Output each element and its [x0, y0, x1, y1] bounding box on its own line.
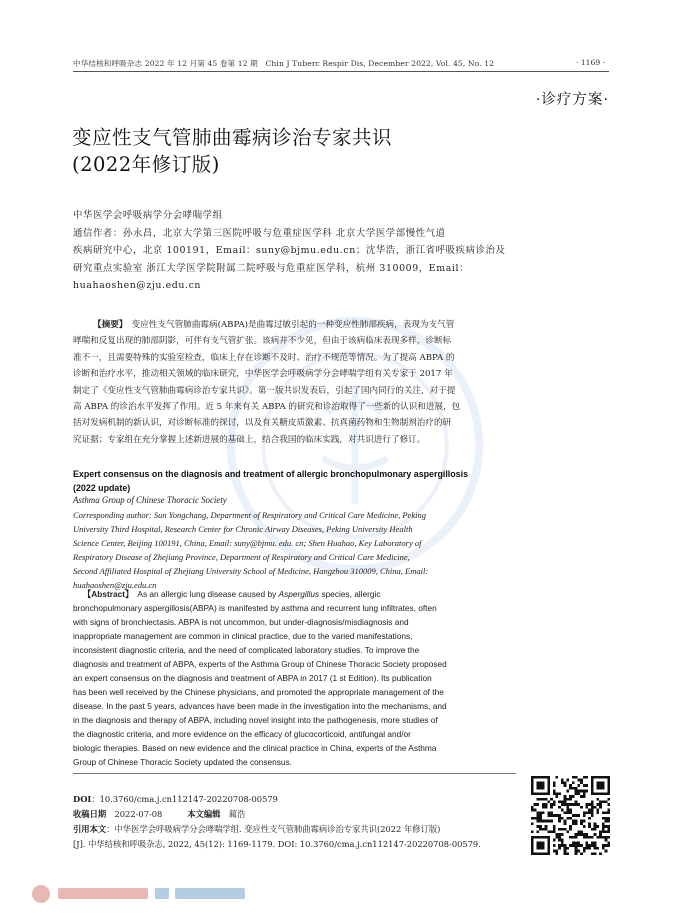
author-group-en: Asthma Group of Chinese Thoracic Society: [73, 495, 227, 505]
author-line: 疾病研究中心，北京 100191，Email：suny@bjmu.edu.cn；沈华浩，浙江省呼吸疾病诊治及: [73, 245, 506, 256]
authors-zh: [73, 207, 609, 295]
corr-email: huahaoshen@zju.edu.cn: [73, 580, 157, 590]
abstract-zh-line: 变应性支气管肺曲霉病(ABPA)是曲霉过敏引起的一种变应性肺部疾病，表现为支气管: [123, 320, 455, 330]
article-title-zh: [72, 124, 392, 178]
editor-label: 本文编辑: [187, 809, 221, 819]
page-number: · 1169 ·: [576, 58, 605, 67]
received-line: [73, 807, 533, 822]
abstract-en-italic: Aspergillus: [278, 589, 320, 599]
abstract-en-line: disease. In the past 5 years, advances have been made in the investigation into the mechanisms, and: [73, 701, 447, 711]
received-label: 收稿日期: [73, 809, 107, 819]
abstract-zh-line: 高 ABPA 的诊治水平发挥了作用。近 5 年来有关 ABPA 的研究和诊治取得了一些新的认识和进展，包: [73, 402, 461, 413]
abstract-en-line: in the diagnosis and therapy of ABPA, including novel insight into the pathogenesis, more studies of: [73, 715, 438, 725]
abstract-en-text: As an allergic lung disease caused by: [129, 589, 279, 599]
citation-line: [73, 822, 533, 837]
title-line-1: 变应性支气管肺曲霉病诊治专家共识: [72, 126, 393, 149]
qr-code-icon[interactable]: [531, 776, 610, 855]
author-line: 研究重点实验室 浙江大学医学院附属二院呼吸与危重症医学科，杭州 310009，Email：: [73, 262, 470, 274]
abstract-en-text: species, allergic: [319, 589, 381, 599]
author-line: 通信作者：孙永昌，北京大学第三医院呼吸与危重症医学科 北京大学医学部慢性气道: [73, 227, 446, 239]
abstract-en-line: inconsistent diagnostic criteria, and the need of complicated laboratory studies. To improve the: [73, 645, 420, 655]
abstract-zh-label: 【摘要】: [93, 320, 124, 330]
abstract-zh-line: 哮喘和反复出现的肺部阴影，可伴有支气管扩张。该病并不少见，但由于该病临床表现多样，诊断标: [73, 336, 452, 347]
abstract-en: [73, 587, 609, 769]
doi-link[interactable]: ：10.3760/cma.j.cn112147-20220708-00579: [91, 794, 278, 804]
author-email: huahaoshen@zju.edu.cn: [73, 280, 202, 291]
abstract-zh-line: 诊断和治疗水平，推动相关领域的临床研究，中华医学会呼吸病学分会哮喘学组有关专家于 2017 年: [73, 369, 453, 380]
abstract-zh-line: 括对发病机制的新认识，对诊断标准的探讨，以及有关糖皮质激素、抗真菌药物和生物制剂治疗的研: [73, 418, 452, 429]
article-title-en: [73, 467, 609, 495]
corr-line: Science Center, Beijing 100191, China, Email: suny@bjmu. edu. cn; Shen Huahao, Key Laboratory of: [73, 538, 422, 548]
corr-line: Corresponding author: Sun Yongchang, Department of Respiratory and Critical Care Medicine, Peking: [73, 510, 426, 520]
abstract-en-line: the diagnostic criteria, and more evidence on the efficacy of glucocorticoid, antifungal and/or: [73, 729, 411, 739]
footer-divider: [73, 773, 516, 774]
title-line-2: (2022年修订版): [72, 153, 220, 176]
abstract-zh: [73, 317, 610, 448]
journal-header: 中华结核和呼吸杂志 2022 年 12 月第 45 卷第 12 期 Chin J Tuberc Respir Dis, December 2022, Vol. 45, No. 12: [73, 59, 495, 68]
header-divider: [73, 71, 609, 72]
article-footer: [73, 792, 533, 852]
abstract-zh-line: 制定了《变应性支气管肺曲霉病诊治专家共识》。第一版共识发表后，引起了国内同行的关注，对于提: [73, 385, 456, 396]
abstract-en-label: 【Abstract】: [83, 589, 130, 599]
abstract-en-line: with signs of bronchiectasis. ABPA is not uncommon, but under-diagnosis/misdiagnosis and: [73, 617, 409, 627]
received-date: 2022-07-08: [106, 809, 163, 819]
abstract-en-line: diagnosis and treatment of ABPA, experts of the Asthma Group of Chinese Thoracic Society proposed: [73, 659, 447, 669]
abstract-zh-line: 准不一，且需要特殊的实验室检查，临床上存在诊断不及时、治疗不规范等情况。为了提高 ABPA 的: [73, 352, 455, 363]
abstract-en-line: bronchopulmonary aspergillosis(ABPA) is manifested by asthma and recurrent lung infiltrates, often: [73, 603, 437, 613]
title-en-line: (2022 update): [73, 483, 131, 493]
section-tag: ·诊疗方案·: [535, 92, 609, 108]
abstract-en-line: Group of Chinese Thoracic Society updated the consensus.: [73, 757, 292, 767]
abstract-en-line: an expert consensus on the diagnosis and treatment of ABPA in 2017 (1 st Edition). Its publication: [73, 673, 432, 683]
abstract-en-line: has been well received by the Chinese physicians, and promoted the appropriate management of the: [73, 687, 444, 697]
title-en-line: Expert consensus on the diagnosis and treatment of allergic bronchopulmonary aspergillosis: [73, 469, 469, 479]
doi-line: [73, 792, 533, 807]
publisher-logo-icon: [30, 883, 270, 905]
corr-line: Respiratory Disease of Zhejiang Province, Department of Respiratory and Critical Care Medicine,: [73, 552, 410, 562]
abstract-zh-line: 究证据；专家组在充分掌握上述新进展的基础上，结合我国的临床实践，对共识进行了修订。: [73, 434, 426, 445]
corr-line: Second Affiliated Hospital of Zhejiang University School of Medicine, Hangzhou 310009, China, Email:: [73, 566, 429, 576]
corr-line: University Third Hospital, Research Center for Chronic Airway Diseases, Peking University Health: [73, 524, 413, 534]
corresponding-author-en: [73, 508, 609, 592]
cite-label: 引用本文: [73, 824, 107, 834]
editor-name: 蔺浩: [220, 809, 246, 819]
abstract-en-line: inappropriate management are common in clinical practice, due to the varied manifestations,: [73, 631, 413, 641]
citation-text: ：中华医学会呼吸病学分会哮喘学组. 变应性支气管肺曲霉病诊治专家共识(2022 年修订版): [106, 824, 441, 834]
author-group-zh: 中华医学会呼吸病学分会哮喘学组: [73, 210, 223, 221]
abstract-en-line: biologic therapies. Based on new evidence and the clinical practice in China, experts of the Asthma: [73, 743, 437, 753]
doi-label: DOI: [73, 794, 92, 804]
citation-line: [J]. 中华结核和呼吸杂志, 2022, 45(12): 1169-1179. DOI: 10.3760/cma.j.cn112147-20220708-00579.: [73, 839, 481, 849]
